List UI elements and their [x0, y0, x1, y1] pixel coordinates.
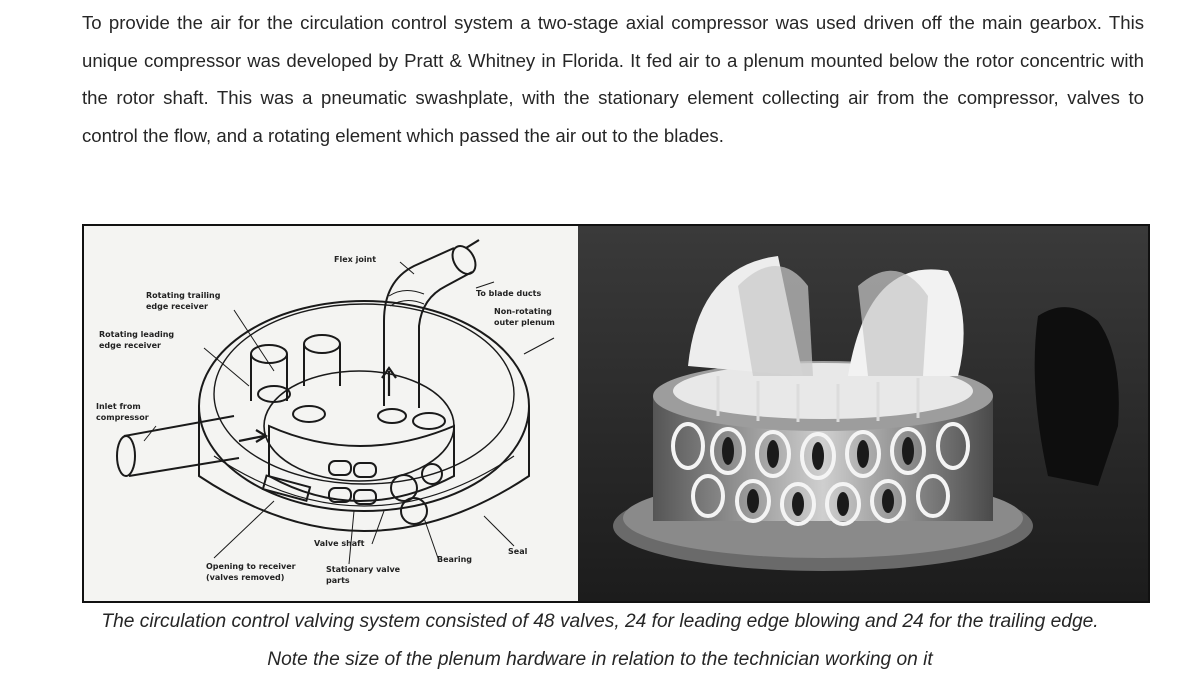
- label-stationary-2: parts: [326, 576, 350, 585]
- label-inlet-1: Inlet from: [96, 402, 141, 411]
- label-inlet-2: compressor: [96, 413, 149, 422]
- label-non-rotating-1: Non-rotating: [494, 307, 552, 316]
- label-opening-2: (valves removed): [206, 573, 285, 582]
- plenum-photograph: [578, 226, 1148, 601]
- label-bearing: Bearing: [437, 555, 473, 564]
- label-rotating-leading-2: edge receiver: [99, 341, 161, 350]
- label-stationary-1: Stationary valve: [326, 565, 401, 574]
- label-opening-1: Opening to receiver: [206, 562, 296, 571]
- label-rotating-trailing-2: edge receiver: [146, 302, 208, 311]
- plenum-diagram: [84, 226, 578, 601]
- body-paragraph: To provide the air for the circulation control system a two-stage axial compressor was used driven off the main gearbox. This unique compressor was developed by Pratt & Whitney in Florida. It fed air to a plenum mounted below the rotor concentric with the rotor shaft. This was a pneumatic swashplate, with the stationary element collecting air from the compressor, valves to control the flow, and a rotating element which passed the air out to the blades.: [82, 12, 1144, 146]
- label-rotating-trailing-1: Rotating trailing: [146, 291, 221, 300]
- label-valve-shaft: Valve shaft: [314, 539, 365, 548]
- label-flex-joint: Flex joint: [334, 255, 377, 264]
- label-to-blade-ducts: To blade ducts: [476, 289, 542, 298]
- label-non-rotating-2: outer plenum: [494, 318, 555, 327]
- label-rotating-leading-1: Rotating leading: [99, 330, 175, 339]
- label-seal: Seal: [508, 547, 528, 556]
- figure-caption-line-2: Note the size of the plenum hardware in relation to the technician working on it: [267, 649, 933, 670]
- figure-caption-line-1: The circulation control valving system consisted of 48 valves, 24 for leading edge blowing and 24 for the trailing edge.: [101, 611, 1099, 632]
- figure-image: [82, 224, 1150, 603]
